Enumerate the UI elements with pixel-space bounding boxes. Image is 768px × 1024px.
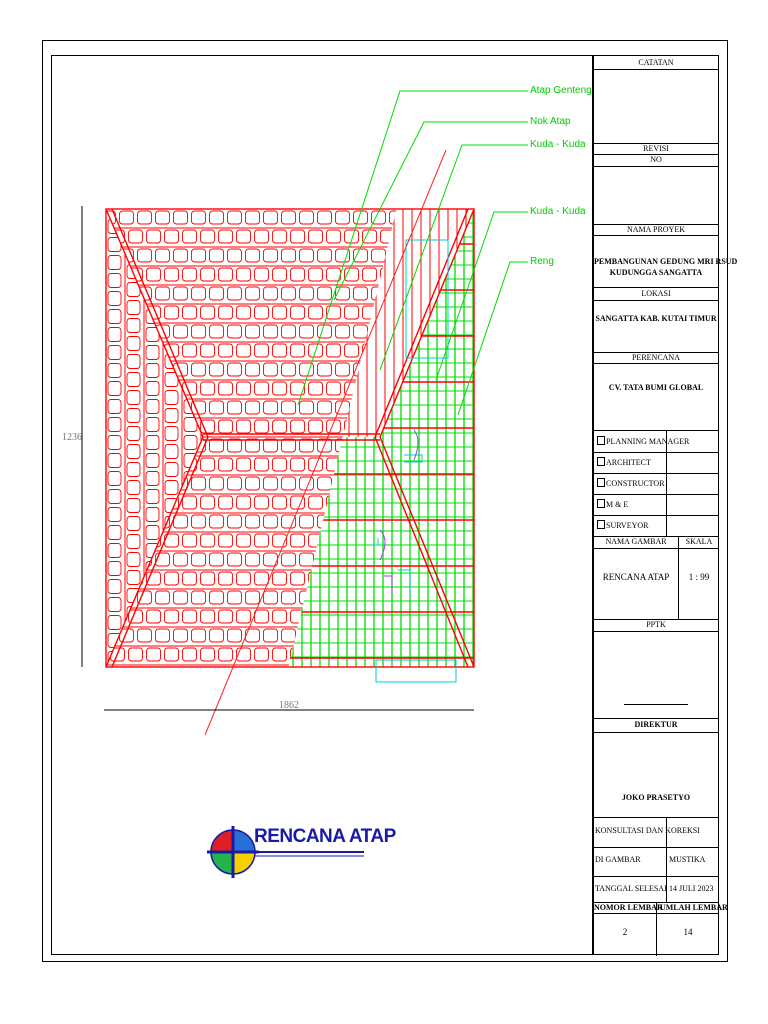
role-constructor: CONSTRUCTOR — [606, 479, 665, 488]
nama-proyek-line2: KUDUNGGA SANGATTA — [609, 268, 703, 277]
nomor-lembar-label: NOMOR LEMBAR — [594, 903, 663, 912]
skala-value: 1 : 99 — [688, 572, 710, 582]
direktur-name: JOKO PRASETYO — [621, 793, 691, 802]
skala-label: SKALA — [685, 537, 713, 546]
dimension-width: 1862 — [279, 700, 299, 711]
pptk-label: PPTK — [646, 620, 666, 629]
direktur-label: DIREKTUR — [634, 720, 678, 729]
konsultasi-label: KONSULTASI DAN KOREKSI — [595, 826, 700, 835]
nama-gambar-label: NAMA GAMBAR — [605, 537, 667, 546]
perencana-label: PERENCANA — [631, 353, 680, 362]
jumlah-lembar-label: JUMLAH LEMBAR — [656, 903, 728, 912]
role-planning-manager: PLANNING MANAGER — [606, 437, 690, 446]
role-surveyor: SURVEYOR — [606, 521, 649, 530]
nama-proyek-line1: PEMBANGUNAN GEDUNG MRI RSUD — [594, 257, 738, 266]
nama-gambar-value: RENCANA ATAP — [602, 572, 670, 582]
nama-proyek-label: NAMA PROYEK — [626, 225, 685, 234]
role-m-e: M & E — [606, 500, 629, 509]
lokasi-label: LOKASI — [641, 289, 671, 298]
dimension-height: 1236 — [62, 432, 82, 443]
nomor-lembar-value: 2 — [622, 927, 628, 937]
roof-tile-area — [100, 200, 494, 684]
drawing-title: RENCANA ATAP — [254, 826, 396, 847]
logo-icon — [207, 826, 259, 878]
tanggal-value: 14 JULI 2023 — [669, 884, 714, 893]
title-block — [593, 55, 738, 955]
no-label: NO — [650, 155, 662, 164]
callout-leaders — [298, 91, 528, 415]
perencana-value: CV. TATA BUMI GLOBAL — [608, 383, 704, 392]
lokasi-value: SANGATTA KAB. KUTAI TIMUR — [595, 314, 717, 323]
callout-reng: Reng — [530, 256, 554, 267]
callout-atap-genteng: Atap Genteng — [530, 85, 592, 96]
callout-nok-atap: Nok Atap — [530, 116, 571, 127]
role-architect: ARCHITECT — [606, 458, 651, 467]
jumlah-lembar-value: 14 — [683, 927, 693, 937]
catatan-label: CATATAN — [638, 58, 674, 67]
callout-kuda-kuda-2: Kuda - Kuda — [530, 206, 586, 217]
revisi-label: REVISI — [643, 144, 669, 153]
callout-kuda-kuda-1: Kuda - Kuda — [530, 139, 586, 150]
di-gambar-label: DI GAMBAR — [595, 855, 641, 864]
tanggal-label: TANGGAL SELESAI — [595, 884, 667, 893]
di-gambar-value: MUSTIKA — [669, 855, 706, 864]
